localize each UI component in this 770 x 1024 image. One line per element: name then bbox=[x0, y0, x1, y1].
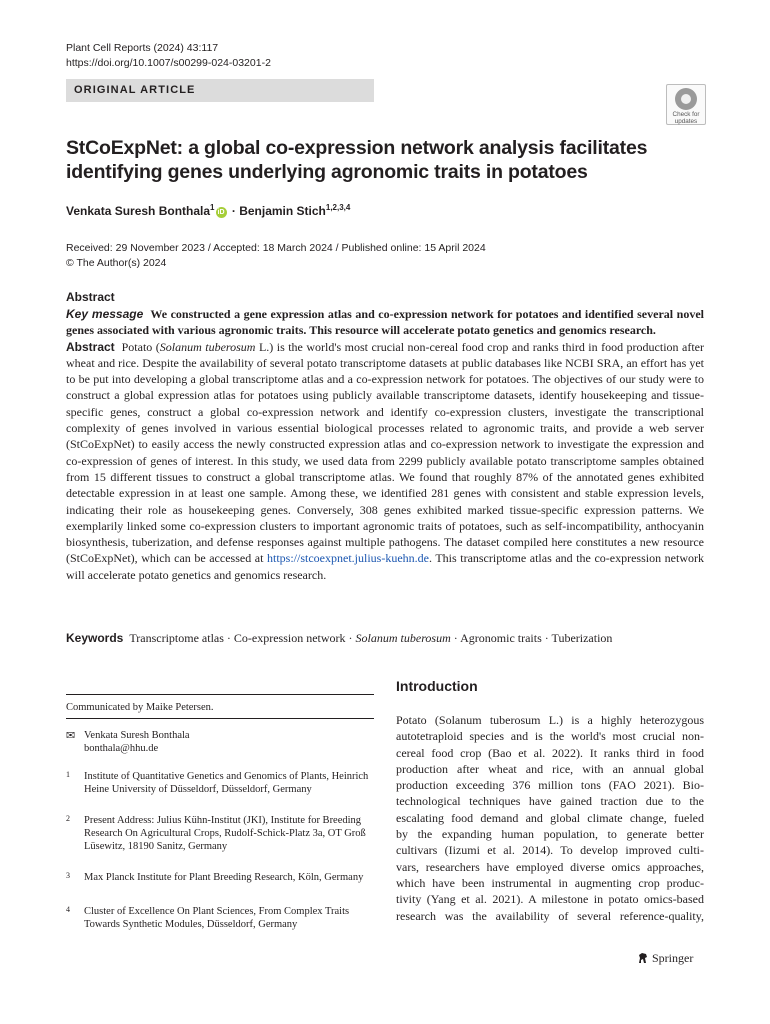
footnote-divider bbox=[66, 694, 374, 695]
keyword-species: Solanum tuberosum bbox=[355, 631, 451, 645]
author-separator: · bbox=[231, 204, 236, 218]
species-name: Solanum tuberosum bbox=[159, 339, 256, 354]
affiliation-text: Institute of Quantitative Genetics and Genomics of Plants, Heinrich Heine University of Düsseldorf, Düsseldorf, Germany bbox=[84, 771, 369, 796]
intro-line: escalating food demand and global climate change, fueled bbox=[396, 810, 704, 825]
affiliation-number: 4 bbox=[66, 905, 70, 914]
intro-line: autotetraploid species and is the world's most crucial non- bbox=[396, 729, 704, 744]
check-for-updates-badge[interactable] bbox=[666, 84, 706, 125]
keywords-label: Keywords bbox=[66, 631, 124, 645]
article-type-banner bbox=[66, 79, 374, 102]
abstract-text: L.) is the world's most crucial non-cereal food crop and ranks third in food production after wheat and rice. Despite the availability of several potato transcriptome datasets at public databases like NCBI SRA, an effort has yet to be put into developing a global transcriptome atlas and a co-expression network for potatoes. The objectives of our study were to construct a global expression atlas for potatoes using publicly available transcriptome datasets, identify housekeeping and tissue-specific genes, construct a global co-expression network and identify co-expression clusters, investigate the transcriptional complexity of genes involved in various essential biological processes related to agronomic traits, and provide a web server (StCoExpNet) to easily access the newly constructed expression atlas and co-expression network to investigate the expression and co-expression of genes of interest. In this study, we used data from 2299 publicly available potato transcriptome samples obtained from 15 different tissues to construct a global transcriptome atlas. We found that roughly 87% of the annotated genes exhibited detectable expression in at least one sample. Among these, we identified 281 genes with consistent and stable expression levels, indicating their role as housekeeping genes. Conversely, 308 genes exhibited marked tissue-specific expression patterns. We exemplarily linked some co-expression clusters to important agronomic traits of potatoes, such as self-incompatibility, anthocyanin biosynthesis, tuberization, and defense responses against multiple pathogens. The dataset compiled here constitutes a new resource (StCoExpNet), which can be accessed at bbox=[66, 339, 704, 566]
key-message-paragraph bbox=[66, 306, 704, 339]
affiliation-text: Present Address: Julius Kühn-Institut (JKI), Institute for Breeding Research On Agricultural Crops, Rudolf-Schick-Platz 3a, OT Groß Lüsewitz, 18190 Sanitz, Germany bbox=[84, 815, 366, 853]
affiliation-number: 1 bbox=[66, 770, 70, 779]
key-message-text: We constructed a gene expression atlas and co-expression network for potatoes and identified several novel genes associated with various agronomic traits. This resource will accelerate potato genetics and genomics research. bbox=[66, 307, 704, 338]
doi-link[interactable]: https://doi.org/10.1007/s00299-024-03201-2 bbox=[66, 57, 271, 69]
springer-horse-icon bbox=[637, 952, 649, 964]
copyright-line: © The Author(s) 2024 bbox=[66, 257, 167, 269]
article-title bbox=[66, 136, 706, 184]
abstract-label: Abstract bbox=[66, 339, 115, 354]
communicated-by: Communicated by Maike Petersen. bbox=[66, 702, 214, 713]
abstract-paragraph bbox=[66, 339, 704, 583]
intro-line: technological techniques have gained traction due to the bbox=[396, 794, 704, 809]
keywords-text: · Agronomic traits · Tuberization bbox=[450, 631, 613, 645]
intro-line: Potato (Solanum tuberosum L.) is a highly heterozygous bbox=[396, 713, 704, 727]
web-server-link[interactable]: https://stcoexpnet.julius-kuehn.de bbox=[267, 551, 429, 566]
abstract-body bbox=[66, 306, 704, 583]
journal-reference bbox=[66, 41, 271, 71]
author-list bbox=[66, 203, 350, 218]
introduction-body bbox=[396, 712, 704, 924]
affiliation-number: 2 bbox=[66, 814, 70, 823]
check-updates-line1: Check for bbox=[672, 111, 700, 118]
affiliation-number: 3 bbox=[66, 871, 70, 880]
title-line-1: StCoExpNet: a global co-expression network analysis facilitates bbox=[66, 137, 648, 159]
footnote-divider bbox=[66, 718, 374, 719]
intro-line: cultivars (Iizumi et al. 2014). To develop improved culti- bbox=[396, 843, 704, 858]
abstract-text: . This transcriptome atlas and the co-expression network will accelerate potato genetics and genomics research. bbox=[66, 551, 704, 582]
intro-line: tivity (Yang et al. 2021). A milestone in potato omics-based bbox=[396, 892, 704, 907]
article-type-label: ORIGINAL ARTICLE bbox=[74, 84, 196, 96]
corresponding-author-name: Venkata Suresh Bonthala bbox=[84, 730, 190, 741]
keywords-text: Transcriptome atlas · Co-expression network · bbox=[129, 631, 356, 645]
intro-line: production exceeding 376 million tons (FAO 2021). Bio- bbox=[396, 778, 704, 793]
intro-line: by the expanding human population, to generate better bbox=[396, 827, 704, 842]
check-updates-line2: updates bbox=[674, 118, 698, 125]
author-affiliation-sup: 1,2,3,4 bbox=[325, 203, 351, 212]
journal-citation: Plant Cell Reports (2024) 43:117 bbox=[66, 42, 219, 54]
intro-line: vars, researchers have employed diverse omics approaches, bbox=[396, 859, 704, 874]
publication-dates bbox=[66, 241, 486, 271]
intro-line: production after wheat and rice, with an annual global bbox=[396, 761, 704, 776]
author-name[interactable]: Benjamin Stich bbox=[239, 204, 326, 218]
corresponding-author-email[interactable]: bonthala@hhu.de bbox=[84, 743, 159, 754]
author-name[interactable]: Venkata Suresh Bonthala bbox=[66, 204, 211, 218]
key-message-label: Key message bbox=[66, 307, 144, 321]
keywords bbox=[66, 631, 612, 646]
affiliation-text: Cluster of Excellence On Plant Sciences, From Complex Traits Towards Synthetic Modules, Düsseldorf, Germany bbox=[84, 906, 350, 931]
intro-line: cereal food crop (Bao et al. 2022). It ranks third in food bbox=[396, 745, 704, 760]
affiliation-text: Max Planck Institute for Plant Breeding Research, Köln, Germany bbox=[84, 872, 364, 883]
crossmark-icon bbox=[675, 88, 697, 110]
author-affiliation-sup: 1 bbox=[210, 203, 215, 212]
abstract-text: Potato ( bbox=[121, 339, 160, 354]
introduction-heading: Introduction bbox=[396, 678, 478, 694]
orcid-icon[interactable]: iD bbox=[217, 209, 225, 216]
publisher-name: Springer bbox=[652, 951, 694, 965]
intro-line: which have been instrumental in augmenting crop produc- bbox=[396, 875, 704, 890]
intro-line: research was the availability of several reference-quality, bbox=[396, 908, 704, 923]
publisher-logo bbox=[637, 951, 693, 966]
abstract-heading: Abstract bbox=[66, 290, 115, 304]
envelope-icon: ✉ bbox=[66, 729, 76, 742]
dates-line: Received: 29 November 2023 / Accepted: 18 March 2024 / Published online: 15 April 2024 bbox=[66, 242, 486, 254]
title-line-2: identifying genes underlying agronomic traits in potatoes bbox=[66, 161, 588, 183]
